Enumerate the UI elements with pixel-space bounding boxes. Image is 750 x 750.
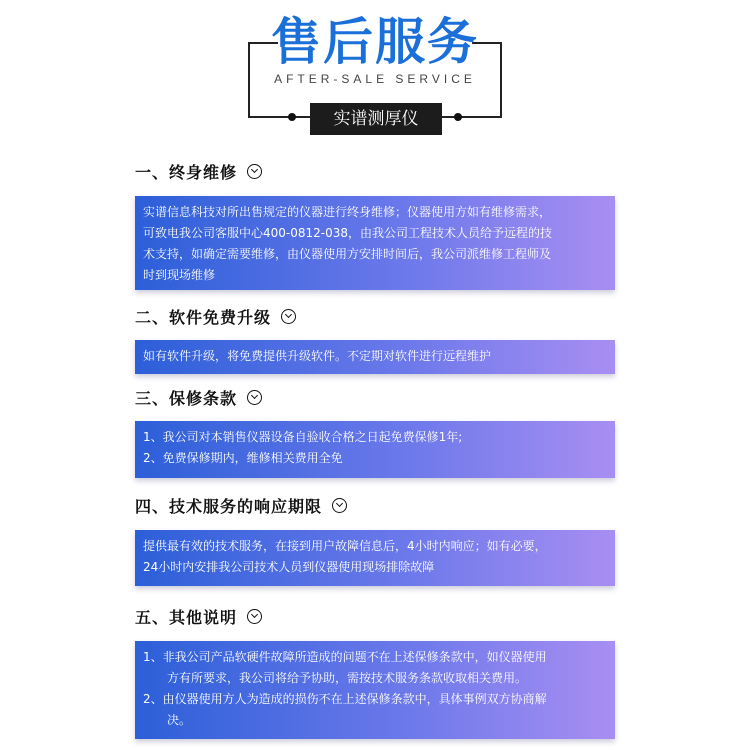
text-line: 决。 [167,713,192,727]
text-line: 时到现场维修 [143,268,216,282]
dot-right-decoration [454,113,462,121]
section-title-lifetime-repair [135,161,262,185]
header [0,0,750,140]
text-line: 1、非我公司产品软硬件故障所造成的问题不在上述保修条款中，如仪器使用 [143,650,547,664]
page-title: 售后服务 [271,13,479,71]
chevron-down-icon [247,609,262,624]
section-box-other-notes [135,641,615,739]
text-line: 术支持，如确定需要维修，由仪器使用方安排时间后，我公司派维修工程师及 [143,247,552,261]
section-title-text: 二、软件免费升级 [135,308,272,327]
section-title-warranty-terms [135,387,262,411]
text-line: 实谱信息科技对所出售规定的仪器进行终身维修；仪器使用方如有维修需求， [143,205,552,219]
text-line: 可致电我公司客服中心400-0812-038，由我公司工程技术人员给予远程的技 [143,226,553,240]
chevron-down-icon [247,390,262,405]
dot-left-decoration [288,113,296,121]
text-line: 提供最有效的技术服务，在接到用户故障信息后，4小时内响应；如有必要， [143,539,547,553]
chevron-down-icon [332,498,347,513]
section-box-lifetime-repair [135,196,615,290]
section-title-text: 五、其他说明 [135,608,238,627]
text-line: 2、免费保修期内，维修相关费用全免 [143,451,343,465]
text-line: 2、由仪器使用方人为造成的损伤不在上述保修条款中，具体事例双方协商解 [143,692,547,706]
text-line: 24小时内安排我公司技术人员到仪器使用现场排除故障 [143,560,435,574]
chevron-down-icon [281,309,296,324]
section-title-other-notes [135,606,262,630]
section-title-text: 四、技术服务的响应期限 [135,497,323,516]
section-title-software-upgrade [135,306,296,330]
page-subtitle: AFTER-SALE SERVICE [274,72,476,86]
text-line: 如有软件升级，将免费提供升级软件。不定期对软件进行远程维护 [143,349,492,363]
section-box-software-upgrade [135,340,615,374]
section-title-text: 一、终身维修 [135,163,238,182]
chevron-down-icon [247,164,262,179]
section-box-warranty-terms [135,421,615,478]
text-line: 方有所要求，我公司将给予协助，需按技术服务条款收取相关费用。 [167,671,528,685]
section-box-response-time [135,530,615,586]
text-line: 1、我公司对本销售仪器设备自验收合格之日起免费保修1年; [143,430,463,444]
section-title-text: 三、保修条款 [135,389,238,408]
product-name-badge: 实谱测厚仪 [310,103,442,135]
section-title-response-time [135,495,347,519]
